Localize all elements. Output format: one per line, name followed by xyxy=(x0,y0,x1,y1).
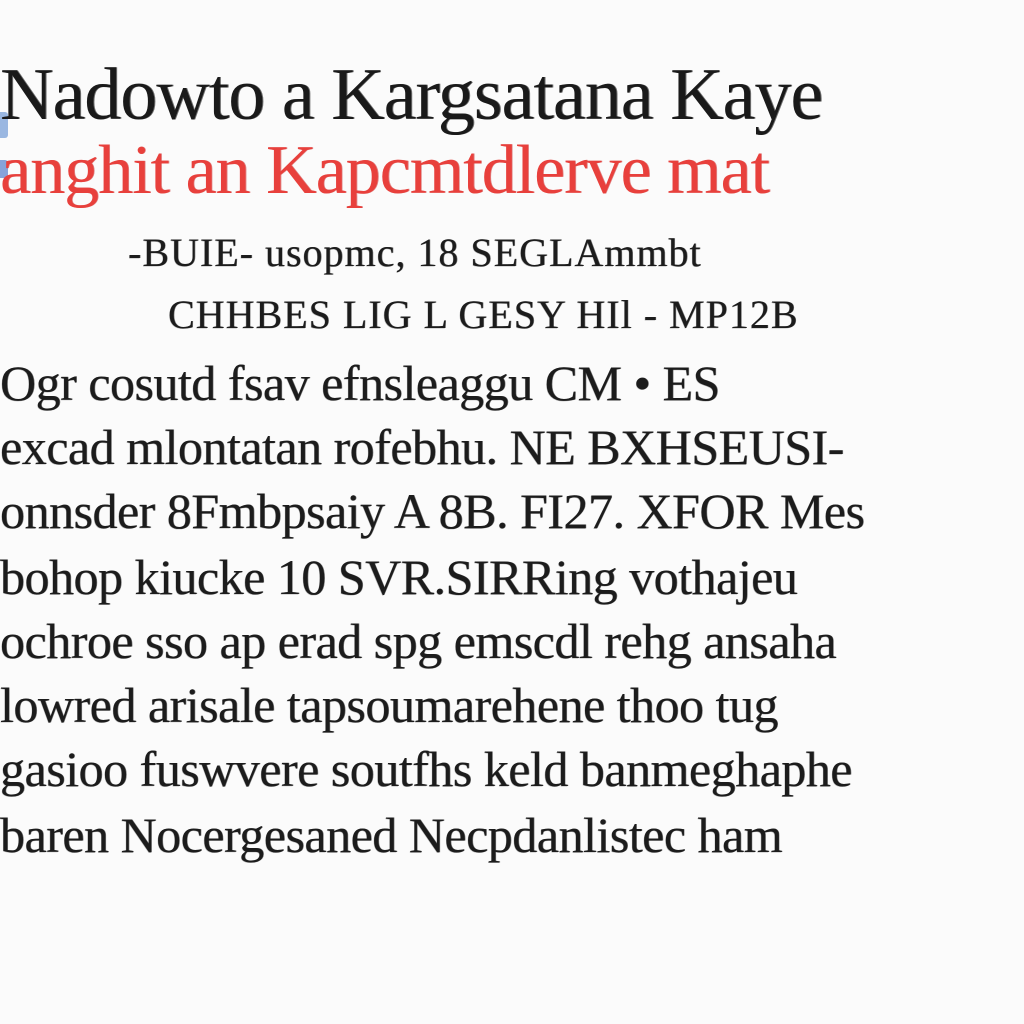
document-subtitle: anghit an Kapcmtdlerve mat xyxy=(0,136,769,209)
body-text-line: ochroe sso ap erad spg emscdl rehg ansaha xyxy=(0,616,837,669)
body-text-line: bohop kiucke 10 SVR.SIRRing vothajeu xyxy=(0,552,798,605)
meta-line: -BUIE- usopmc, 18 SEGLAmmbt xyxy=(128,233,702,275)
meta-line: CHHBES LIG L GESY HIl - MP12B xyxy=(168,295,799,337)
body-text-line: lowred arisale tapsoumarehene thoo tug xyxy=(0,680,778,733)
body-text-line: Ogr cosutd fsav efnsleaggu CM • ES xyxy=(0,358,720,411)
body-text-line: baren Nocergesaned Necpdanlistec ham xyxy=(0,810,783,863)
document-title: Nadowto a Kargsatana Kaye xyxy=(0,58,823,136)
body-text-line: gasioo fuswvere soutfhs keld banmeghaphe xyxy=(0,744,852,797)
body-text-line: onnsder 8Fmbpsaiy A 8B. FI27. XFOR Mes xyxy=(0,486,865,539)
body-text-line: excad mlontatan rofebhu. NE BXHSEUSI- xyxy=(0,422,844,475)
